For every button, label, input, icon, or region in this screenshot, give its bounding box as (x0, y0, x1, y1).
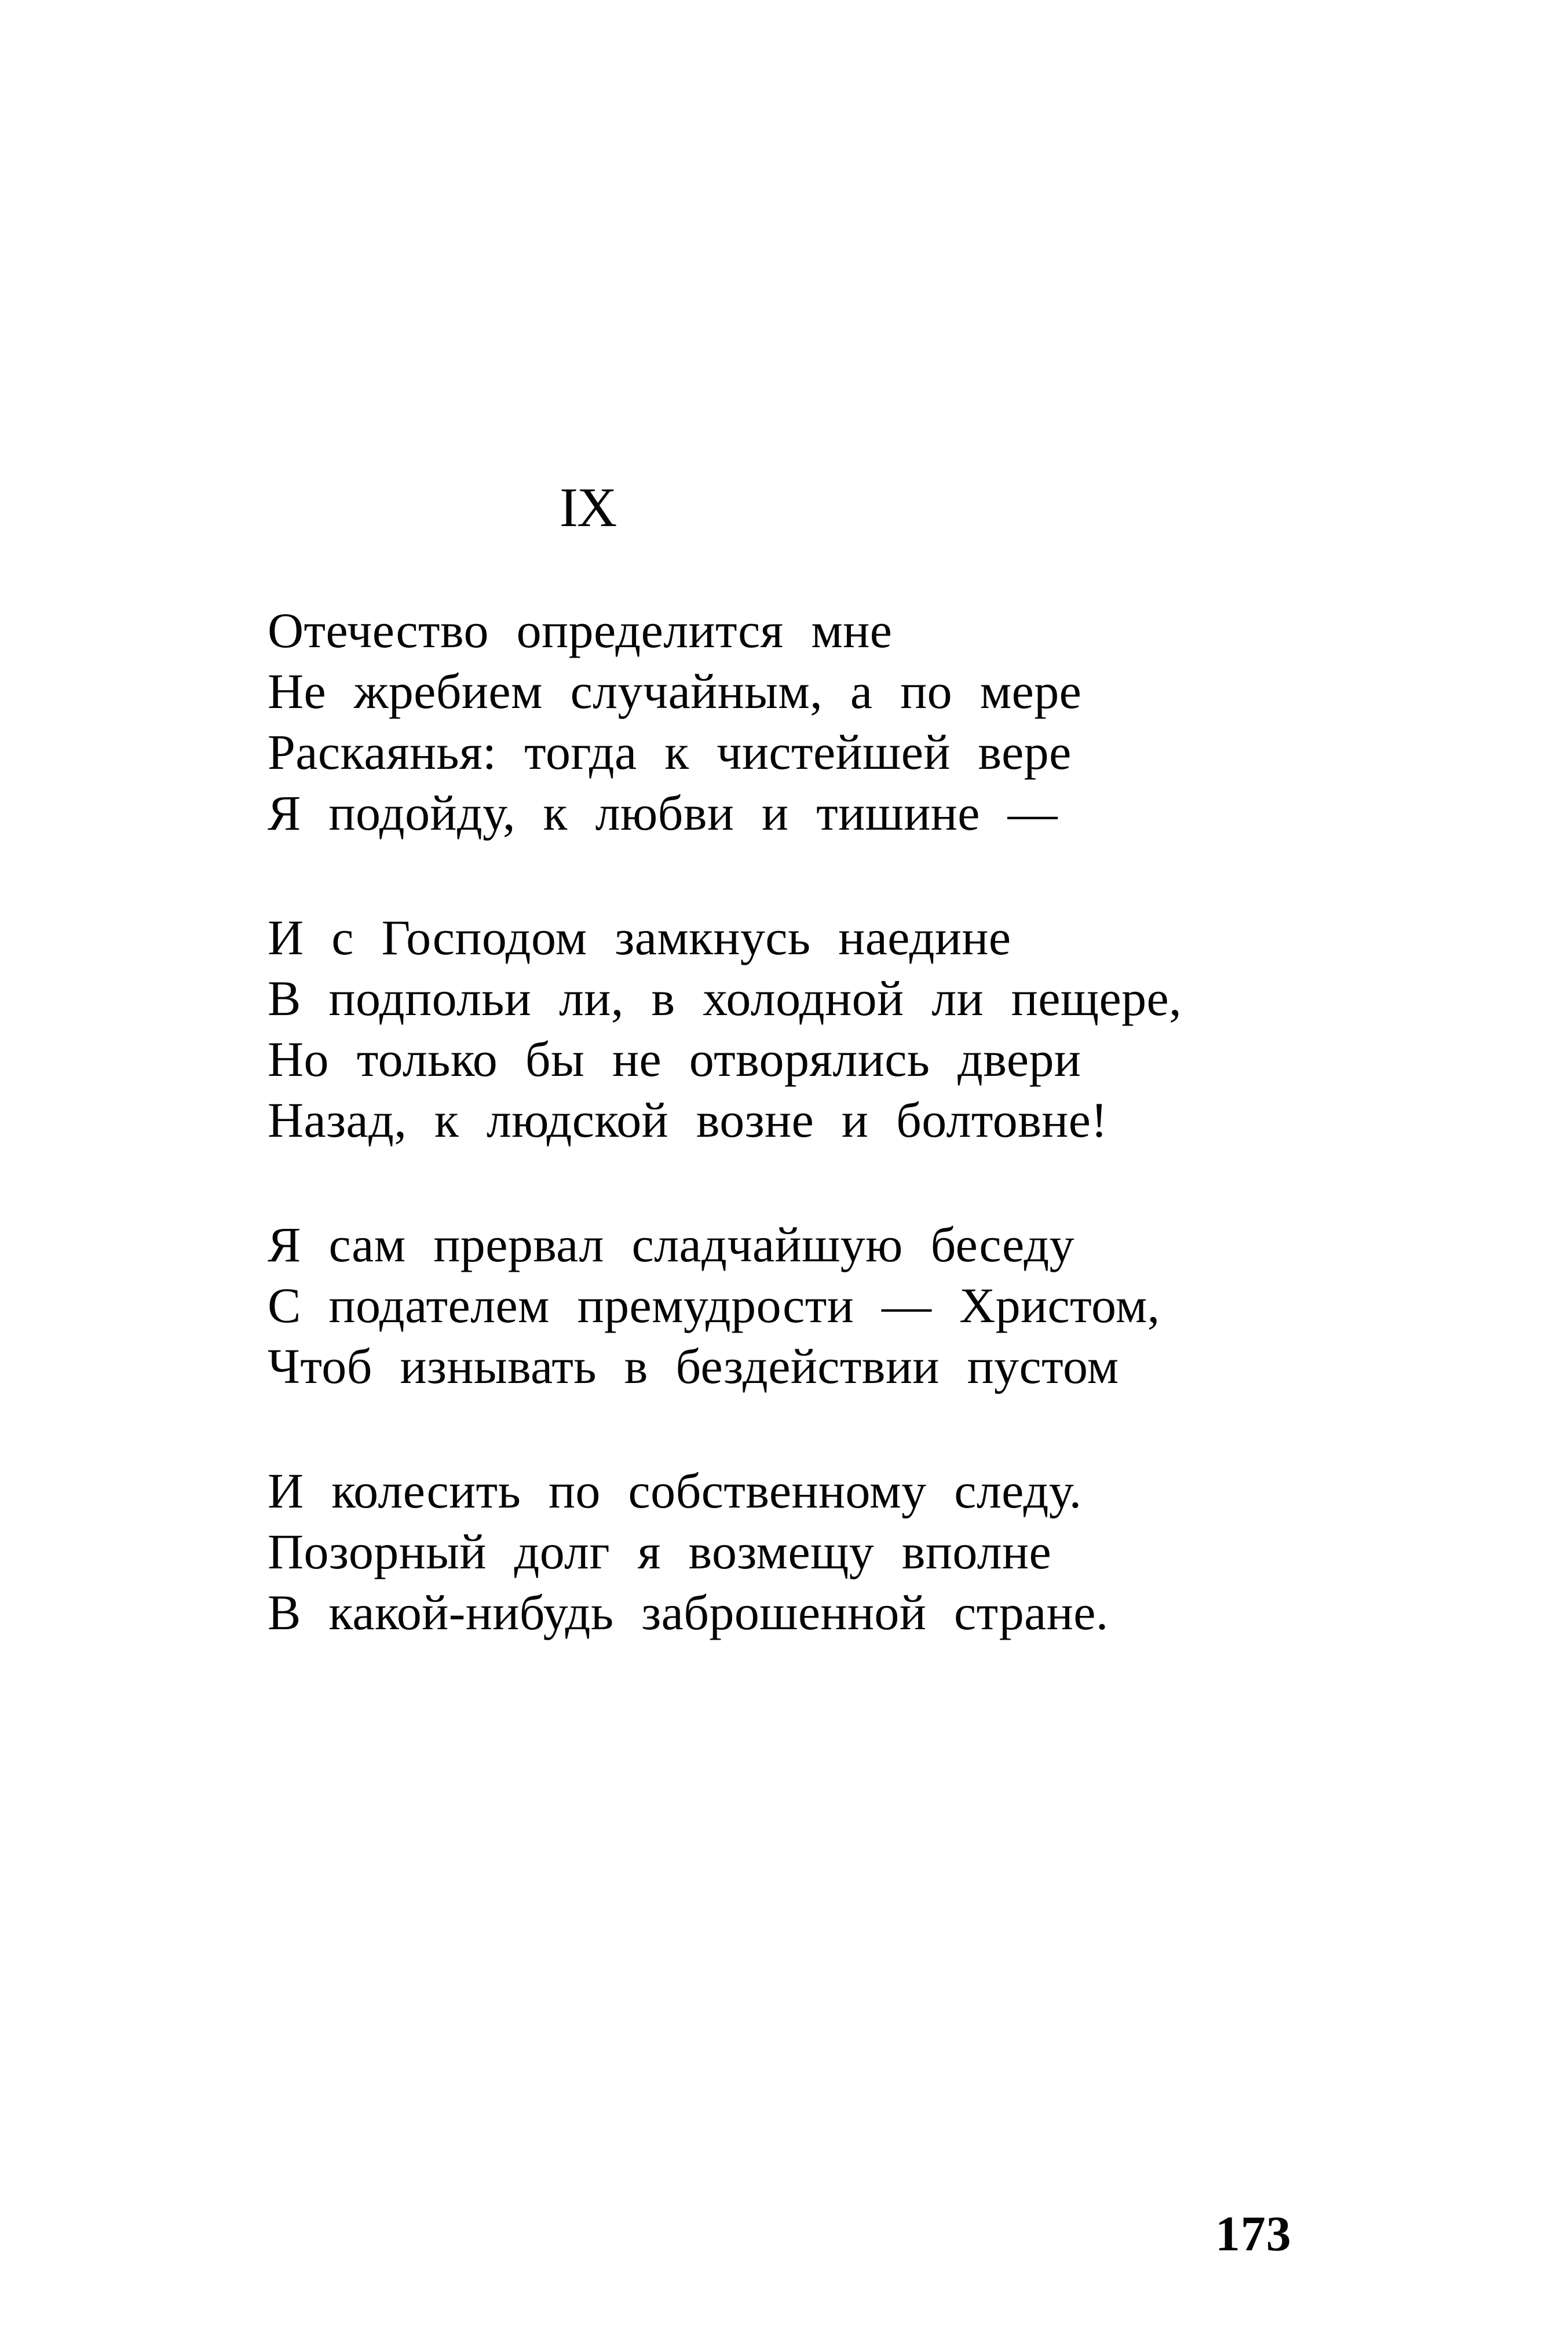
poem-line: Раскаянья: тогда к чистейшей вере (268, 724, 1072, 780)
poem-line: Назад, к людской возне и болтовне! (268, 1092, 1108, 1148)
stanza-2 (268, 907, 1182, 1151)
poem-section-number: IX (560, 476, 616, 538)
poem-line: С подателем премудрости — Христом, (268, 1278, 1160, 1333)
poem-line: Я подойду, к любви и тишине — (268, 785, 1058, 841)
poem-line: В подпольи ли, в холодной ли пещере, (268, 970, 1182, 1026)
poem-line: И колесить по собственному следу. (268, 1463, 1082, 1519)
poem-body (268, 600, 1182, 1707)
poem-line: Я сам прервал сладчайшую беседу (268, 1217, 1075, 1272)
poem-line: Позорный долг я возмещу вполне (268, 1524, 1052, 1579)
poem-line: И с Господом замкнусь наедине (268, 910, 1011, 965)
stanza-4 (268, 1461, 1182, 1643)
page-number: 173 (1215, 2206, 1292, 2261)
poem-line: Чтоб изнывать в бездействии пустом (268, 1338, 1119, 1394)
stanza-3 (268, 1214, 1182, 1397)
poem-line: Не жребием случайным, а по мере (268, 663, 1082, 719)
poem-line: Но только бы не отворялись двери (268, 1031, 1081, 1087)
poem-line: Отечество определится мне (268, 603, 893, 658)
stanza-1 (268, 600, 1182, 844)
poem-line: В какой-нибудь заброшенной стране. (268, 1585, 1109, 1640)
